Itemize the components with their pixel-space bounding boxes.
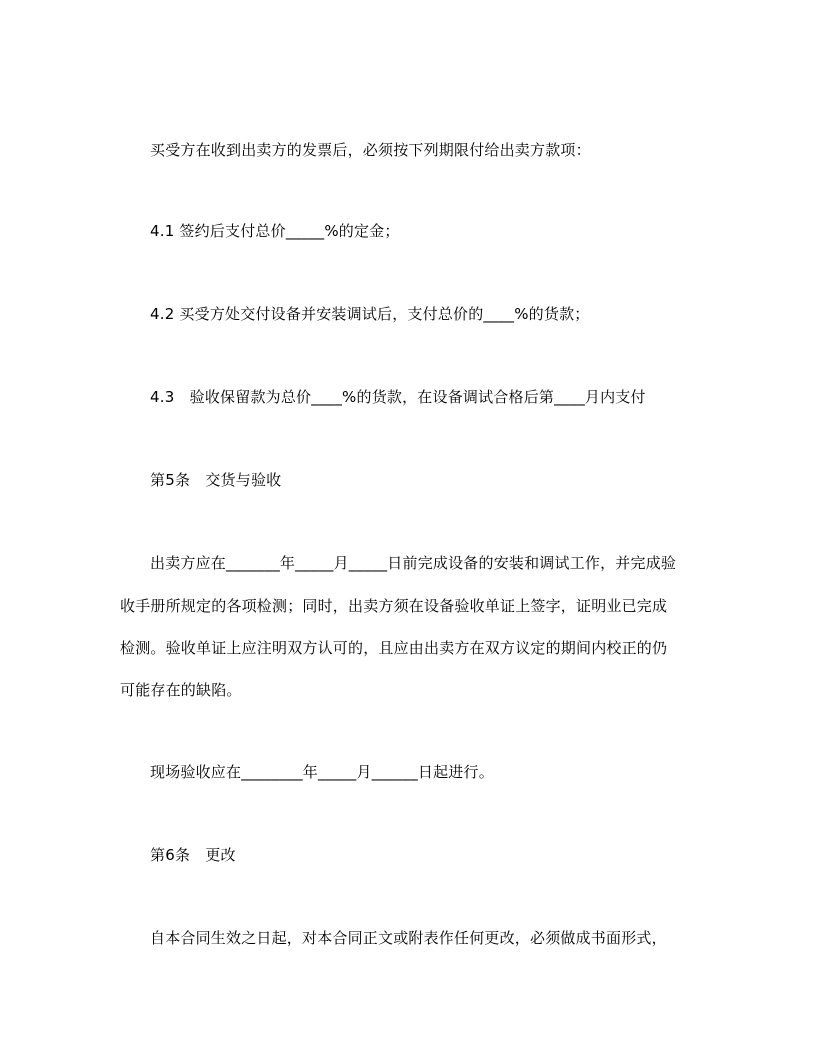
payment-intro-paragraph: 买受方在收到出卖方的发票后，必须按下列期限付给出卖方款项： (150, 141, 591, 159)
acceptance-line-3: 检测。验收单证上应注明双方认可的，且应由出卖方在双方议定的期间内校正的仍 (120, 639, 668, 657)
acceptance-line-1: 出卖方应在_______年_____月_____日前完成设备的安装和调试工作，并完成验 (150, 554, 677, 572)
acceptance-line-4: 可能存在的缺陷。 (120, 681, 242, 699)
article6-text: 自本合同生效之日起，对本合同正文或附表作任何更改，必须做成书面形式， (150, 929, 667, 947)
acceptance-line-2: 收手册所规定的各项检测；同时，出卖方须在设备验收单证上签字，证明业已完成 (120, 597, 668, 615)
site-acceptance-line: 现场验收应在________年_____月______日起进行。 (150, 763, 494, 781)
payment-item-4-1: 4.1 签约后支付总价_____%的定金； (150, 222, 400, 240)
article6-title: 第6条 更改 (150, 846, 236, 864)
payment-item-4-3: 4.3 验收保留款为总价____%的货款，在设备调试合格后第____月内支付 (150, 388, 646, 406)
payment-item-4-2: 4.2 买受方处交付设备并安装调试后，支付总价的____%的货款； (150, 305, 590, 323)
article5-title: 第5条 交货与验收 (150, 471, 282, 489)
